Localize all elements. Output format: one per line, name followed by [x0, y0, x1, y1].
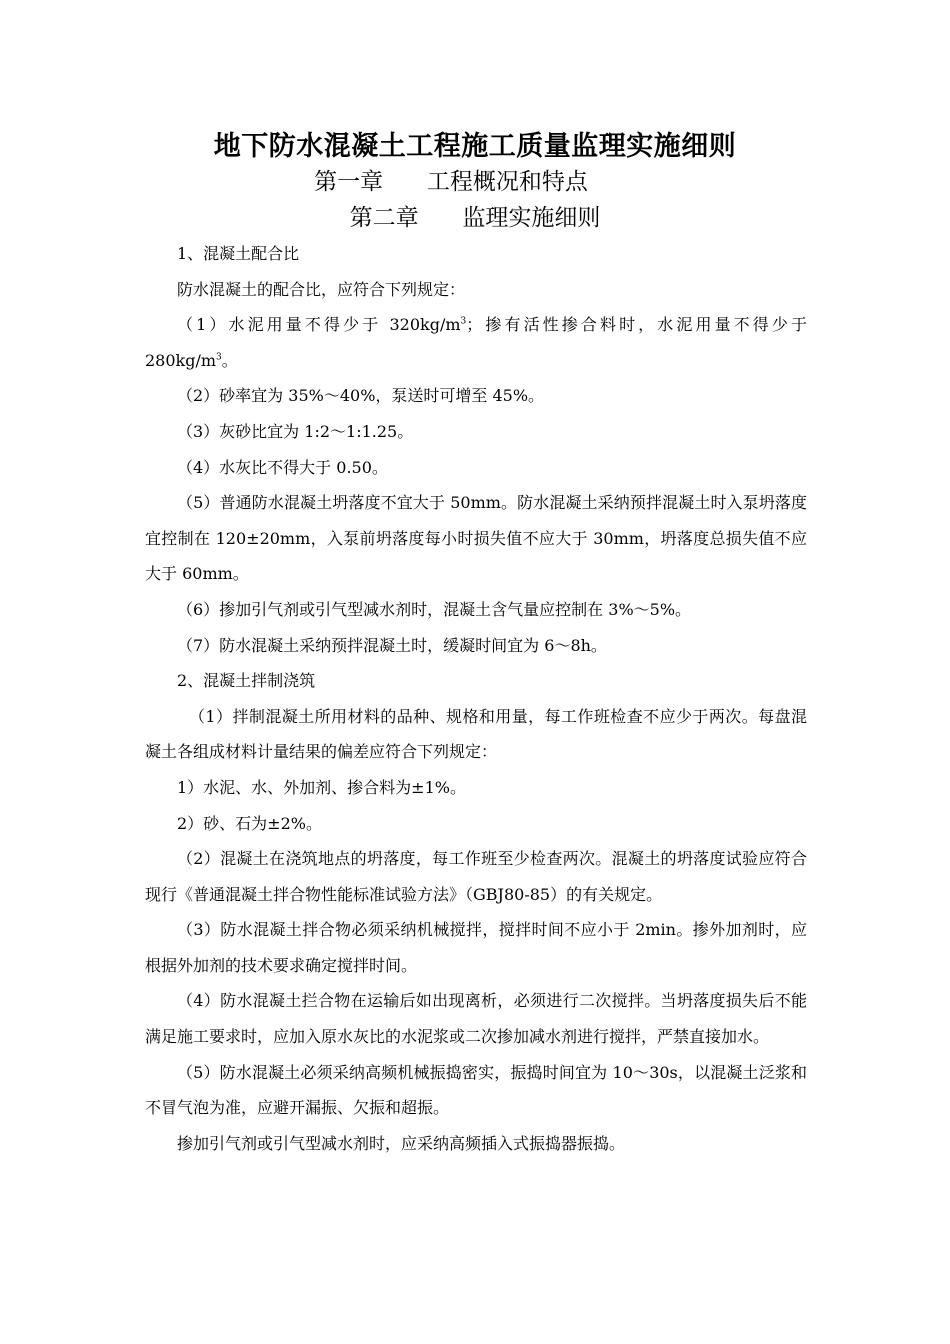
text-run: ；掺有活性掺合料时，水泥用量不得少于 280kg/m	[145, 315, 807, 370]
document-body	[145, 236, 807, 1161]
paragraph: （3）灰砂比宜为 1:2～1:1.25。	[177, 421, 414, 441]
chapter-two-heading: 第二章 监理实施细则	[349, 205, 601, 231]
paragraph: （3）防水混凝土拌合物必须采纳机械搅拌，搅拌时间不应小于 2min。掺外加剂时，应根据外加剂的技术要求确定搅拌时间。	[145, 920, 807, 975]
paragraph: （4）防水混凝土拦合物在运输后如出现离析，必须进行二次搅拌。当坍落度损失后不能满足施工要求时，应加入原水灰比的水泥浆或二次掺加减水剂进行搅拌，严禁直接加水。	[145, 991, 807, 1047]
document-title: 地下防水混凝土工程施工质量监理实施细则	[213, 131, 737, 162]
chapter-one-heading: 第一章 工程概况和特点	[314, 169, 588, 195]
paragraph-cement-amount	[145, 307, 807, 378]
paragraph: 掺加引气剂或引气型减水剂时，应采纳高频插入式振捣器振捣。	[177, 1133, 626, 1153]
paragraph: （6）掺加引气剂或引气型减水剂时，混凝土含气量应控制在 3%～5%。	[177, 599, 692, 619]
paragraph: 防水混凝土的配合比，应符合下列规定：	[177, 279, 466, 299]
paragraph: （2）混凝土在浇筑地点的坍落度，每工作班至少检查两次。混凝土的坍落度试验应符合现行《普通混凝土拌合物性能标准试验方法》（GBJ80-85）的有关规定。	[145, 849, 807, 904]
text-run: （1）水泥用量不得少于 320kg/m	[177, 315, 461, 335]
paragraph: 2）砂、石为±2%。	[177, 813, 322, 833]
section-heading-mixing-pouring: 2、混凝土拌制浇筑	[177, 671, 316, 691]
superscript: 3	[216, 352, 222, 363]
paragraph: （5）防水混凝土必须采纳高频机械振捣密实，振捣时间宜为 10～30s，以混凝土泛浆和不冒气泡为准，应避开漏振、欠振和超振。	[145, 1062, 807, 1118]
paragraph: （7）防水混凝土采纳预拌混凝土时，缓凝时间宜为 6～8h。	[177, 635, 607, 655]
superscript: 3	[460, 316, 467, 327]
section-heading-mix-ratio: 1、混凝土配合比	[177, 244, 300, 263]
paragraph: （4）水灰比不得大于 0.50。	[177, 457, 388, 477]
paragraph: （1）拌制混凝土所用材料的品种、规格和用量，每工作班检查不应少于两次。每盘混凝土各组成材料计量结果的偏差应符合下列规定：	[145, 706, 807, 762]
paragraph: （2）砂率宜为 35%～40%，泵送时可增至 45%。	[177, 386, 545, 406]
paragraph: 1）水泥、水、外加剂、掺合料为±1%。	[177, 777, 466, 797]
text-run: 。	[221, 350, 238, 370]
paragraph: （5）普通防水混凝土坍落度不宜大于 50mm。防水混凝土采纳预拌混凝土时入泵坍落度宜控制在 120±20mm，入泵前坍落度每小时损失值不应大于 30mm，坍落度总损失值不应大于 60mm。	[145, 493, 807, 584]
